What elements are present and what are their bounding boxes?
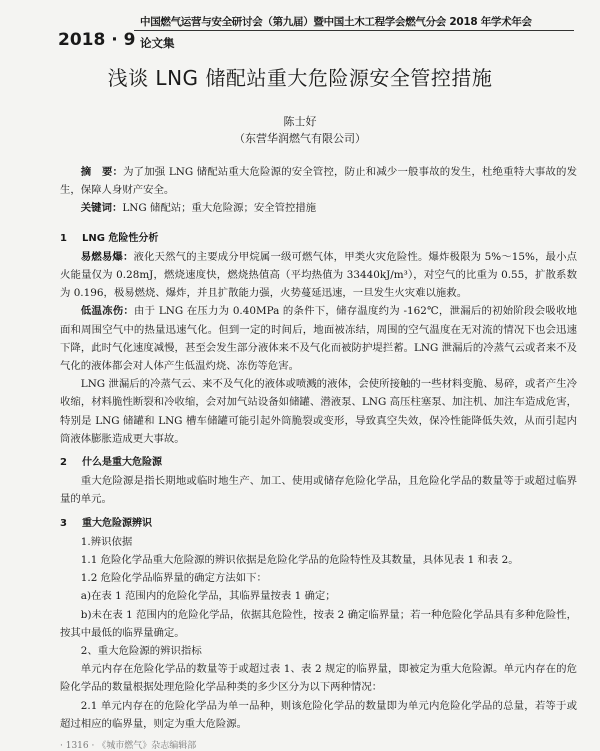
- section-heading-1: 1 LNG 危险性分析: [60, 232, 159, 244]
- paragraph-b: b)未在表 1 范围内的危险化学品，依据其危险性，按表 2 确定临界量；若一种危险化学品具有多种危险性，按其中最低的临界量确定。: [60, 608, 577, 639]
- paragraph-2-1: 2.1 单元内存在的危险化学品为单一品种，则该危险化学品的数量即为单元内危险化学品的总量，若等于或超过相应的临界量，则定为重大危险源。: [60, 699, 577, 730]
- abstract: [60, 163, 577, 199]
- paper-title: 浅谈 LNG 储配站重大危险源安全管控措施: [107, 66, 493, 90]
- keywords-label: 关键词：: [80, 202, 123, 215]
- section-heading-2: 2 什么是重大危险源: [60, 457, 162, 469]
- header-rule: [134, 30, 574, 31]
- paragraph-material: LNG 泄漏后的冷蒸气云、来不及气化的液体或喷溅的液体，会使所接触的一些材料变脆、易碎，或者产生冷收缩，材料脆性断裂和冷收缩，会对加气站设备如储罐、潜液泵、LNG 高压柱塞泵、加注机、加注车造成危害，特别是 LNG 储罐和 LNG 槽车储罐可能引起外筒脆裂或变形，导致真空失效，保冷性能降低失效，从而引起内筒液体膨胀造成更大事故。: [60, 378, 577, 445]
- paragraph-indicators: 2、重大危险源的辨识指标: [80, 645, 202, 658]
- keywords-text: LNG 储配站；重大危险源；安全管控措施: [122, 202, 317, 215]
- paragraph-definition: 重大危险源是指长期地或临时地生产、加工、使用或储存危险化学品，且危险化学品的数量等于或超过临界量的单元。: [60, 475, 577, 506]
- abstract-label: 摘 要：: [80, 166, 124, 178]
- author-affiliation: （东营华润燃气有限公司）: [234, 132, 366, 145]
- paragraph-flammability: 易燃易爆：液化天然气的主要成分甲烷属一级可燃气体，甲类火灾危险性。爆炸极限为 5%～15%，最小点火能量仅为 0.28mJ，燃烧速度快，燃烧热值高（平均热值为 33440kJ/m³），对空气的比重为 0.55，扩散系数为 0.196，极易燃烧、爆炸，并且扩散能力强，火势蔓延迅速，一旦发生火灾难以施救。: [60, 250, 577, 300]
- paragraph-quantity: 单元内存在危险化学品的数量等于或超过表 1、表 2 规定的临界量，即被定为重大危险源。单元内存在的危险化学品的数量根据处理危险化学品种类的多少区分为以下两种情况：: [60, 663, 577, 694]
- abstract-text: 为了加强 LNG 储配站重大危险源的安全管控，防止和减少一般事故的发生，杜绝重特大事故的发生，保障人身财产安全。: [60, 166, 578, 197]
- paragraph-cryogenic: 低温冻伤：由于 LNG 在压力为 0.40MPa 的条件下，储存温度约为 -162℃，泄漏后的初始阶段会吸收地面和周围空气中的热量迅速气化。但到一定的时间后，地面被冻结，周围的空气温度在无对流的情况下也会迅速下降，此时气化速度减慢，甚至会发生部分液体来不及气化而被防护堤拦蓄。LNG 泄漏后的冷蒸气云或者来不及气化的液体都会对人体产生低温灼烧、冻伤等危害。: [60, 305, 578, 373]
- keywords: [60, 199, 577, 217]
- paragraph-1-1: 1.1 危险化学品重大危险源的辨识依据是危险化学品的危险特性及其数量，具体见表 1 和表 2。: [80, 554, 519, 567]
- page-footer: · 1316 · 《城市燃气》杂志编辑部: [60, 741, 197, 751]
- collection-label: 论文集: [140, 36, 175, 50]
- section-heading-3: 3 重大危险源辨识: [60, 517, 152, 529]
- paper-body: [60, 163, 577, 733]
- author-name: 陈士好: [283, 115, 317, 128]
- conference-header: 中国燃气运营与安全研讨会（第九届）暨中国土木工程学会燃气分会 2018 年学术年会: [140, 16, 532, 28]
- paragraph-basis: 1.辨识依据: [80, 535, 133, 548]
- paragraph-a: a)在表 1 范围内的危险化学品，其临界量按表 1 确定；: [80, 590, 336, 603]
- issue-date: 2018 · 9: [58, 30, 136, 50]
- paragraph-1-2: 1.2 危险化学品临界量的确定方法如下：: [80, 572, 267, 585]
